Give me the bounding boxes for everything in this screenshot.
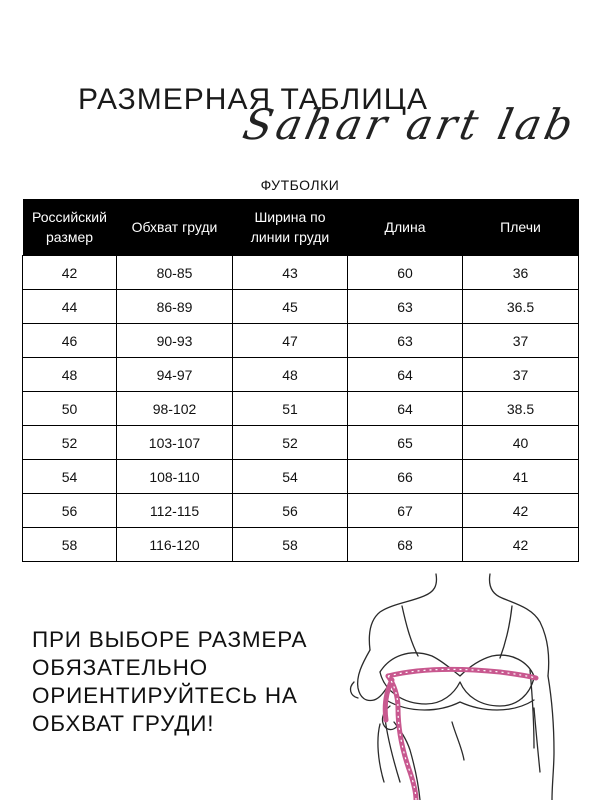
table-cell: 54 [233,460,348,494]
table-cell: 112-115 [117,494,233,528]
column-header: Плечи [463,199,579,256]
advice-line: ОБХВАТ ГРУДИ! [32,711,215,736]
table-cell: 68 [348,528,463,562]
column-header: Российский размер [23,199,117,256]
brand-logo-text: Sahar art lab [238,100,582,149]
table-header-row [23,199,579,256]
table-cell: 36.5 [463,290,579,324]
table-cell: 42 [463,528,579,562]
table-cell: 44 [23,290,117,324]
table-row [23,460,579,494]
table-cell: 86-89 [117,290,233,324]
table-cell: 38.5 [463,392,579,426]
measuring-tape-bust-icon [340,572,590,800]
table-cell: 65 [348,426,463,460]
table-cell: 40 [463,426,579,460]
table-cell: 47 [233,324,348,358]
table-cell: 56 [23,494,117,528]
table-cell: 41 [463,460,579,494]
table-row [23,324,579,358]
table-cell: 64 [348,358,463,392]
table-cell: 50 [23,392,117,426]
column-header: Ширина по линии груди [233,199,348,256]
table-cell: 63 [348,290,463,324]
table-cell: 60 [348,256,463,290]
table-cell: 94-97 [117,358,233,392]
advice-line: ПРИ ВЫБОРЕ РАЗМЕРА [32,627,308,652]
table-cell: 36 [463,256,579,290]
table-row [23,256,579,290]
table-cell: 46 [23,324,117,358]
table-row [23,358,579,392]
column-header: Обхват груди [117,199,233,256]
table-cell: 90-93 [117,324,233,358]
page-title: РАЗМЕРНАЯ ТАБЛИЦА [78,83,428,116]
table-cell: 52 [23,426,117,460]
table-cell: 67 [348,494,463,528]
table-cell: 48 [23,358,117,392]
table-cell: 63 [348,324,463,358]
advice-line: ОБЯЗАТЕЛЬНО [32,655,208,680]
table-row [23,392,579,426]
table-row [23,494,579,528]
table-row [23,426,579,460]
size-advice-text [32,626,352,738]
table-cell: 98-102 [117,392,233,426]
table-cell: 66 [348,460,463,494]
table-cell: 58 [23,528,117,562]
table-row [23,290,579,324]
table-cell: 58 [233,528,348,562]
table-cell: 116-120 [117,528,233,562]
table-cell: 43 [233,256,348,290]
table-cell: 54 [23,460,117,494]
table-cell: 103-107 [117,426,233,460]
advice-line: ОРИЕНТИРУЙТЕСЬ НА [32,683,298,708]
table-row [23,528,579,562]
table-cell: 42 [463,494,579,528]
product-category: ФУТБОЛКИ [260,177,340,193]
table-cell: 64 [348,392,463,426]
column-header: Длина [348,199,463,256]
table-cell: 37 [463,324,579,358]
table-cell: 56 [233,494,348,528]
table-cell: 80-85 [117,256,233,290]
table-cell: 42 [23,256,117,290]
table-cell: 48 [233,358,348,392]
table-cell: 51 [233,392,348,426]
table-cell: 52 [233,426,348,460]
table-cell: 37 [463,358,579,392]
size-table [22,199,579,562]
table-cell: 45 [233,290,348,324]
table-cell: 108-110 [117,460,233,494]
